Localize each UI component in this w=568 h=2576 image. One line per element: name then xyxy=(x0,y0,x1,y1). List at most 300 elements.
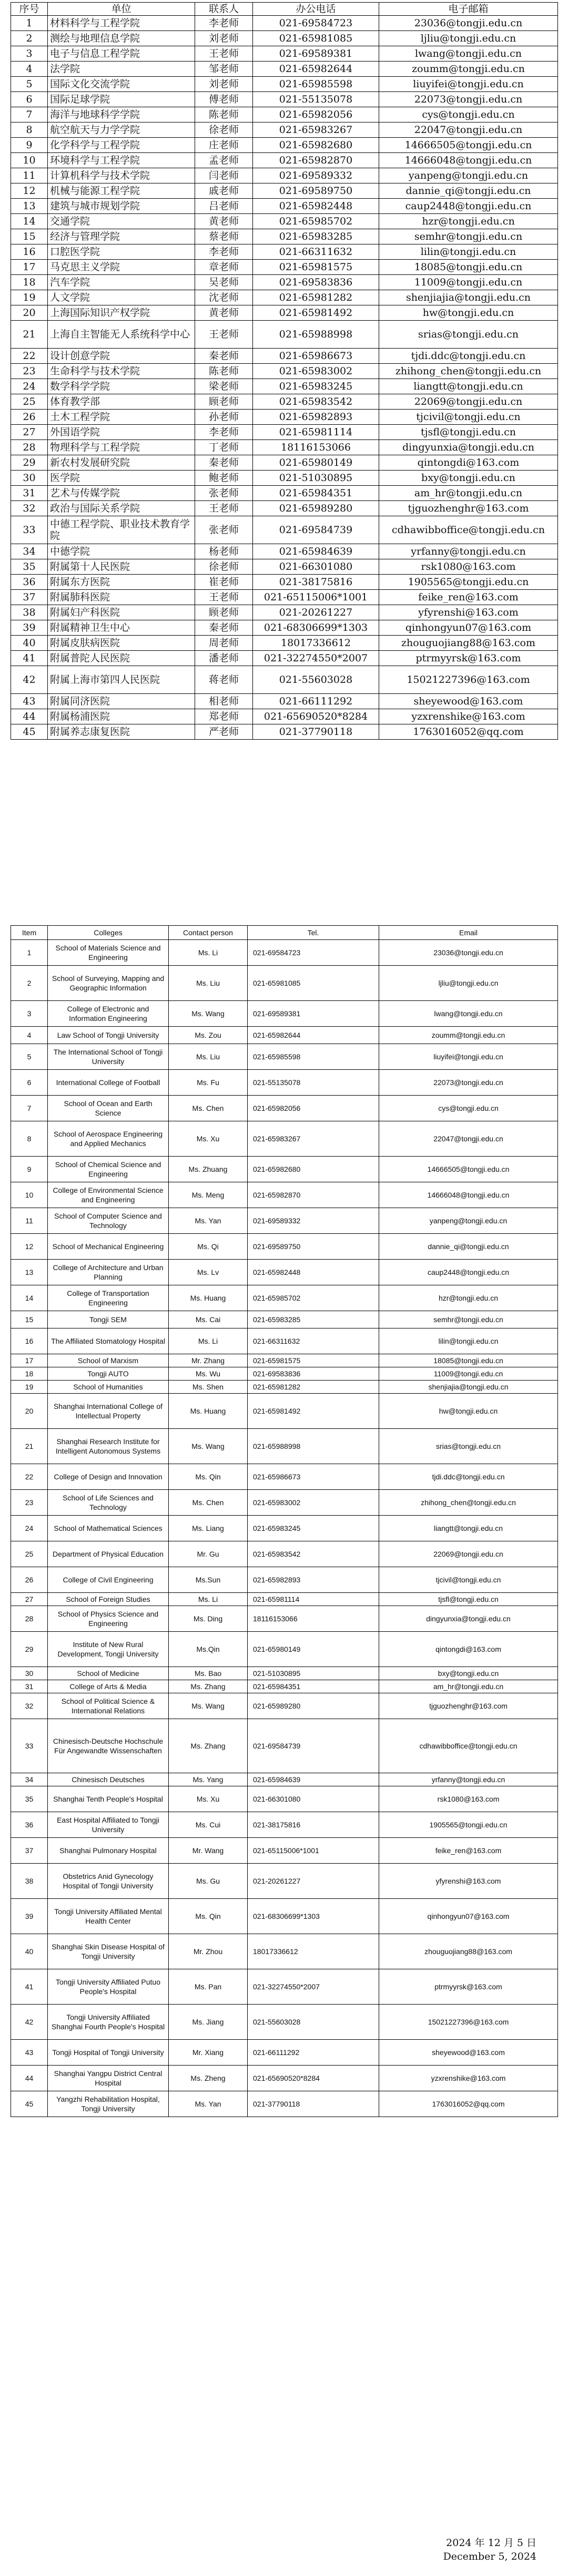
cn-cell-email: feike_ren@163.com xyxy=(379,590,558,605)
en-cell-item: 15 xyxy=(11,1311,48,1328)
en-cell-college: School of Materials Science and Engineering xyxy=(48,940,169,966)
cn-cell-index: 38 xyxy=(11,605,48,620)
cn-cell-index: 1 xyxy=(11,16,48,31)
en-cell-college: School of Physics Science and Engineering xyxy=(48,1606,169,1632)
cn-cell-unit: 医学院 xyxy=(48,471,195,486)
cn-cell-phone: 021-65982056 xyxy=(253,107,379,122)
cn-cell-contact: 鲍老师 xyxy=(195,471,253,486)
en-cell-contact: Mr. Xiang xyxy=(169,2040,248,2066)
cn-table-row xyxy=(11,244,558,260)
en-cell-item: 41 xyxy=(11,1969,48,2005)
cn-cell-unit: 中德学院 xyxy=(48,544,195,559)
cn-cell-index: 20 xyxy=(11,305,48,321)
en-cell-contact: Ms. Xu xyxy=(169,1786,248,1812)
cn-table-row xyxy=(11,440,558,455)
en-cell-item: 38 xyxy=(11,1864,48,1899)
en-cell-email: tjdi.ddc@tongji.edu.cn xyxy=(379,1464,558,1490)
cn-cell-phone: 021-66111292 xyxy=(253,694,379,709)
cn-cell-email: dingyunxia@tongji.edu.cn xyxy=(379,440,558,455)
cn-cell-contact: 吴老师 xyxy=(195,275,253,290)
cn-cell-email: rsk1080@163.com xyxy=(379,559,558,575)
cn-cell-contact: 徐老师 xyxy=(195,559,253,575)
cn-table-row xyxy=(11,31,558,46)
cn-cell-unit: 附属第十人民医院 xyxy=(48,559,195,575)
cn-cell-phone: 021-32274550*2007 xyxy=(253,651,379,666)
cn-cell-phone: 021-65983002 xyxy=(253,364,379,379)
en-cell-item: 27 xyxy=(11,1593,48,1606)
cn-cell-unit: 国际足球学院 xyxy=(48,92,195,107)
en-cell-email: 22069@tongji.edu.cn xyxy=(379,1541,558,1567)
en-cell-email: dannie_qi@tongji.edu.cn xyxy=(379,1234,558,1260)
cn-cell-phone: 021-69589381 xyxy=(253,46,379,62)
cn-cell-contact: 潘老师 xyxy=(195,651,253,666)
en-cell-contact: Ms. Wu xyxy=(169,1367,248,1381)
cn-cell-index: 33 xyxy=(11,516,48,544)
cn-cell-phone: 021-65988998 xyxy=(253,321,379,349)
cn-table-row xyxy=(11,501,558,516)
cn-cell-phone: 021-69583836 xyxy=(253,275,379,290)
cn-cell-email: 23036@tongji.edu.cn xyxy=(379,16,558,31)
cn-cell-unit: 计算机科学与技术学院 xyxy=(48,168,195,183)
cn-cell-email: caup2448@tongji.edu.cn xyxy=(379,199,558,214)
en-cell-email: sheyewood@163.com xyxy=(379,2040,558,2066)
cn-cell-email: yanpeng@tongji.edu.cn xyxy=(379,168,558,183)
en-cell-email: ptrmyyrsk@163.com xyxy=(379,1969,558,2005)
en-table-row xyxy=(11,1593,558,1606)
cn-cell-email: yfyrenshi@163.com xyxy=(379,605,558,620)
en-cell-tel: 021-65981575 xyxy=(248,1354,379,1367)
cn-cell-index: 28 xyxy=(11,440,48,455)
cn-cell-contact: 黄老师 xyxy=(195,214,253,229)
en-cell-tel: 021-69583836 xyxy=(248,1367,379,1381)
en-table-row xyxy=(11,1667,558,1680)
en-cell-college: Tongji Hospital of Tongji University xyxy=(48,2040,169,2066)
cn-table-row xyxy=(11,260,558,275)
en-cell-email: liuyifei@tongji.edu.cn xyxy=(379,1044,558,1070)
cn-cell-email: lilin@tongji.edu.cn xyxy=(379,244,558,260)
en-cell-contact: Ms. Li xyxy=(169,940,248,966)
cn-cell-unit: 附属杨浦医院 xyxy=(48,709,195,724)
cn-cell-unit: 电子与信息工程学院 xyxy=(48,46,195,62)
en-cell-contact: Ms. Wang xyxy=(169,1693,248,1719)
cn-cell-email: 1763016052@qq.com xyxy=(379,724,558,740)
en-cell-contact: Ms. Fu xyxy=(169,1070,248,1096)
cn-cell-index: 23 xyxy=(11,364,48,379)
en-cell-item: 21 xyxy=(11,1429,48,1464)
en-cell-contact: Ms. Jiang xyxy=(169,2005,248,2040)
cn-cell-email: zhihong_chen@tongji.edu.cn xyxy=(379,364,558,379)
en-cell-tel: 18017336612 xyxy=(248,1934,379,1969)
cn-cell-phone: 021-55135078 xyxy=(253,92,379,107)
en-contact-table xyxy=(11,925,558,2117)
en-cell-email: zhihong_chen@tongji.edu.cn xyxy=(379,1490,558,1516)
en-cell-college: Tongji University Affiliated Shanghai Fourth People's Hospital xyxy=(48,2005,169,2040)
cn-cell-contact: 周老师 xyxy=(195,636,253,651)
en-cell-college: Obstetrics Anid Gynecology Hospital of Tongji University xyxy=(48,1864,169,1899)
cn-cell-contact: 刘老师 xyxy=(195,77,253,92)
cn-cell-email: liangtt@tongji.edu.cn xyxy=(379,379,558,394)
en-table-row xyxy=(11,1001,558,1027)
cn-cell-contact: 孙老师 xyxy=(195,410,253,425)
cn-cell-contact: 王老师 xyxy=(195,46,253,62)
cn-cell-unit: 汽车学院 xyxy=(48,275,195,290)
en-header-item: Item xyxy=(11,926,48,940)
en-cell-tel: 021-32274550*2007 xyxy=(248,1969,379,2005)
cn-cell-phone: 021-65983542 xyxy=(253,394,379,410)
en-cell-college: Law School of Tongji University xyxy=(48,1027,169,1044)
cn-cell-unit: 体育教学部 xyxy=(48,394,195,410)
en-cell-email: zoumm@tongji.edu.cn xyxy=(379,1027,558,1044)
en-cell-tel: 021-65983245 xyxy=(248,1516,379,1541)
en-cell-item: 29 xyxy=(11,1632,48,1667)
cn-cell-email: 22069@tongji.edu.cn xyxy=(379,394,558,410)
en-cell-tel: 021-65981282 xyxy=(248,1381,379,1394)
en-cell-tel: 021-55603028 xyxy=(248,2005,379,2040)
cn-cell-phone: 021-65982870 xyxy=(253,153,379,168)
cn-table-row xyxy=(11,16,558,31)
footer-date-zh: 2024 年 12 月 5 日 xyxy=(446,2537,536,2549)
en-cell-contact: Ms. Chen xyxy=(169,1096,248,1121)
cn-cell-unit: 中德工程学院、职业技术教育学院 xyxy=(48,516,195,544)
cn-table-row xyxy=(11,290,558,305)
cn-cell-index: 8 xyxy=(11,122,48,138)
cn-cell-email: hzr@tongji.edu.cn xyxy=(379,214,558,229)
cn-cell-phone: 021-69589750 xyxy=(253,183,379,199)
en-cell-tel: 021-65982644 xyxy=(248,1027,379,1044)
cn-cell-phone: 021-65982448 xyxy=(253,199,379,214)
cn-table-row xyxy=(11,349,558,364)
cn-cell-email: cys@tongji.edu.cn xyxy=(379,107,558,122)
en-cell-email: hw@tongji.edu.cn xyxy=(379,1394,558,1429)
en-cell-college: International College of Football xyxy=(48,1070,169,1096)
en-cell-tel: 021-65980149 xyxy=(248,1632,379,1667)
en-cell-college: Shanghai Yangpu District Central Hospital xyxy=(48,2066,169,2091)
cn-cell-contact: 庄老师 xyxy=(195,138,253,153)
en-cell-college: College of Electronic and Information Engineering xyxy=(48,1001,169,1027)
en-table-row xyxy=(11,1157,558,1182)
en-cell-item: 37 xyxy=(11,1838,48,1864)
cn-cell-phone: 021-65982644 xyxy=(253,62,379,77)
en-cell-tel: 021-69589750 xyxy=(248,1234,379,1260)
en-cell-college: Chinesisch-Deutsche Hochschule Für Angewandte Wissenschaften xyxy=(48,1719,169,1773)
cn-table-row xyxy=(11,229,558,244)
en-cell-email: 11009@tongji.edu.cn xyxy=(379,1367,558,1381)
en-cell-college: College of Design and Innovation xyxy=(48,1464,169,1490)
en-cell-contact: Ms. Liang xyxy=(169,1516,248,1541)
en-cell-tel: 021-38175816 xyxy=(248,1812,379,1838)
cn-table-row xyxy=(11,364,558,379)
en-cell-item: 3 xyxy=(11,1001,48,1027)
en-cell-contact: Ms. Pan xyxy=(169,1969,248,2005)
cn-header-contact: 联系人 xyxy=(195,3,253,16)
en-cell-contact: Ms.Qin xyxy=(169,1632,248,1667)
en-table-row xyxy=(11,1260,558,1285)
cn-cell-contact: 王老师 xyxy=(195,501,253,516)
en-cell-email: yfyrenshi@163.com xyxy=(379,1864,558,1899)
cn-cell-unit: 交通学院 xyxy=(48,214,195,229)
en-cell-item: 10 xyxy=(11,1182,48,1208)
cn-cell-unit: 人文学院 xyxy=(48,290,195,305)
en-cell-contact: Ms. Zhang xyxy=(169,1719,248,1773)
cn-table-row xyxy=(11,122,558,138)
en-table-row xyxy=(11,1381,558,1394)
cn-cell-phone: 021-65985598 xyxy=(253,77,379,92)
cn-cell-unit: 建筑与城市规划学院 xyxy=(48,199,195,214)
en-cell-tel: 021-65982870 xyxy=(248,1182,379,1208)
en-cell-tel: 021-69584739 xyxy=(248,1719,379,1773)
en-cell-contact: Ms. Liu xyxy=(169,1044,248,1070)
cn-header-row xyxy=(11,3,558,16)
cn-cell-unit: 附属皮肤病医院 xyxy=(48,636,195,651)
cn-cell-email: zoumm@tongji.edu.cn xyxy=(379,62,558,77)
en-header-contact: Contact person xyxy=(169,926,248,940)
en-cell-tel: 021-65982680 xyxy=(248,1157,379,1182)
en-cell-tel: 021-65985702 xyxy=(248,1285,379,1311)
cn-cell-email: zhouguojiang88@163.com xyxy=(379,636,558,651)
cn-cell-unit: 物理科学与工程学院 xyxy=(48,440,195,455)
cn-cell-index: 16 xyxy=(11,244,48,260)
cn-cell-contact: 邹老师 xyxy=(195,62,253,77)
cn-cell-index: 9 xyxy=(11,138,48,153)
cn-cell-unit: 土木工程学院 xyxy=(48,410,195,425)
cn-table-row xyxy=(11,77,558,92)
cn-cell-phone: 18116153066 xyxy=(253,440,379,455)
en-cell-tel: 021-65981492 xyxy=(248,1394,379,1429)
en-table-row xyxy=(11,1632,558,1667)
cn-cell-index: 19 xyxy=(11,290,48,305)
cn-cell-unit: 材料科学与工程学院 xyxy=(48,16,195,31)
cn-cell-unit: 附属肺科医院 xyxy=(48,590,195,605)
cn-table-row xyxy=(11,275,558,290)
cn-cell-phone: 021-65981492 xyxy=(253,305,379,321)
en-cell-college: Tongji University Affiliated Mental Health Center xyxy=(48,1899,169,1934)
en-cell-contact: Mr. Gu xyxy=(169,1541,248,1567)
en-cell-college: School of Mathematical Sciences xyxy=(48,1516,169,1541)
cn-cell-contact: 崔老师 xyxy=(195,575,253,590)
cn-cell-contact: 梁老师 xyxy=(195,379,253,394)
en-table-row xyxy=(11,1786,558,1812)
cn-header-email: 电子邮箱 xyxy=(379,3,558,16)
en-cell-email: rsk1080@163.com xyxy=(379,1786,558,1812)
cn-cell-index: 17 xyxy=(11,260,48,275)
cn-cell-phone: 021-37790118 xyxy=(253,724,379,740)
cn-cell-email: liuyifei@tongji.edu.cn xyxy=(379,77,558,92)
en-cell-email: 14666505@tongji.edu.cn xyxy=(379,1157,558,1182)
cn-cell-phone: 021-65989280 xyxy=(253,501,379,516)
cn-cell-contact: 王老师 xyxy=(195,321,253,349)
cn-cell-unit: 上海国际知识产权学院 xyxy=(48,305,195,321)
cn-cell-phone: 021-65981085 xyxy=(253,31,379,46)
en-cell-tel: 021-55135078 xyxy=(248,1070,379,1096)
en-cell-email: 14666048@tongji.edu.cn xyxy=(379,1182,558,1208)
en-cell-tel: 021-69589332 xyxy=(248,1208,379,1234)
en-cell-tel: 021-66111292 xyxy=(248,2040,379,2066)
cn-cell-phone: 021-65980149 xyxy=(253,455,379,471)
en-table-row xyxy=(11,1394,558,1429)
cn-cell-email: ljliu@tongji.edu.cn xyxy=(379,31,558,46)
cn-table-row xyxy=(11,605,558,620)
cn-cell-index: 32 xyxy=(11,501,48,516)
en-cell-contact: Ms. Li xyxy=(169,1328,248,1354)
en-cell-tel: 021-69584723 xyxy=(248,940,379,966)
cn-cell-index: 5 xyxy=(11,77,48,92)
cn-table-row xyxy=(11,183,558,199)
en-table-row xyxy=(11,1606,558,1632)
cn-cell-unit: 航空航天与力学学院 xyxy=(48,122,195,138)
cn-cell-email: tjsfl@tongji.edu.cn xyxy=(379,425,558,440)
en-cell-tel: 021-65984351 xyxy=(248,1680,379,1693)
cn-cell-phone: 021-65985702 xyxy=(253,214,379,229)
cn-cell-email: srias@tongji.edu.cn xyxy=(379,321,558,349)
en-cell-college: East Hospital Affiliated to Tongji University xyxy=(48,1812,169,1838)
en-cell-tel: 021-66311632 xyxy=(248,1328,379,1354)
cn-cell-index: 27 xyxy=(11,425,48,440)
cn-table-row xyxy=(11,620,558,636)
cn-cell-unit: 附属上海市第四人民医院 xyxy=(48,666,195,694)
cn-header-unit: 单位 xyxy=(48,3,195,16)
en-cell-email: hzr@tongji.edu.cn xyxy=(379,1285,558,1311)
cn-table-row xyxy=(11,153,558,168)
en-cell-tel: 021-65982893 xyxy=(248,1567,379,1593)
cn-cell-phone: 021-66301080 xyxy=(253,559,379,575)
en-cell-contact: Ms. Lv xyxy=(169,1260,248,1285)
en-cell-contact: Ms. Qin xyxy=(169,1464,248,1490)
en-cell-contact: Ms. Cui xyxy=(169,1812,248,1838)
en-cell-tel: 18116153066 xyxy=(248,1606,379,1632)
en-cell-college: School of Surveying, Mapping and Geographic Information xyxy=(48,966,169,1001)
en-cell-tel: 021-65984639 xyxy=(248,1773,379,1786)
cn-cell-unit: 外国语学院 xyxy=(48,425,195,440)
en-table-row xyxy=(11,1027,558,1044)
en-table-row xyxy=(11,1719,558,1773)
cn-cell-index: 45 xyxy=(11,724,48,740)
cn-cell-email: hw@tongji.edu.cn xyxy=(379,305,558,321)
en-cell-item: 44 xyxy=(11,2066,48,2091)
cn-table-row xyxy=(11,724,558,740)
en-cell-tel: 021-65690520*8284 xyxy=(248,2066,379,2091)
cn-cell-unit: 国际文化交流学院 xyxy=(48,77,195,92)
cn-cell-unit: 测绘与地理信息学院 xyxy=(48,31,195,46)
en-cell-item: 7 xyxy=(11,1096,48,1121)
en-cell-email: liangtt@tongji.edu.cn xyxy=(379,1516,558,1541)
en-cell-tel: 021-65115006*1001 xyxy=(248,1838,379,1864)
en-cell-email: dingyunxia@tongji.edu.cn xyxy=(379,1606,558,1632)
en-cell-item: 43 xyxy=(11,2040,48,2066)
en-cell-item: 19 xyxy=(11,1381,48,1394)
en-table-row xyxy=(11,1234,558,1260)
en-table-row xyxy=(11,1096,558,1121)
cn-cell-email: ptrmyyrsk@163.com xyxy=(379,651,558,666)
en-cell-email: 1763016052@qq.com xyxy=(379,2091,558,2117)
footer-date-en: December 5, 2024 xyxy=(443,2551,536,2562)
en-cell-email: cdhawibboffice@tongji.edu.cn xyxy=(379,1719,558,1773)
en-cell-item: 11 xyxy=(11,1208,48,1234)
en-cell-tel: 021-37790118 xyxy=(248,2091,379,2117)
cn-table-row xyxy=(11,471,558,486)
en-cell-item: 1 xyxy=(11,940,48,966)
en-table-row xyxy=(11,1121,558,1157)
cn-cell-contact: 沈老师 xyxy=(195,290,253,305)
en-table-row xyxy=(11,940,558,966)
cn-cell-index: 39 xyxy=(11,620,48,636)
cn-table-row xyxy=(11,425,558,440)
en-cell-college: School of Life Sciences and Technology xyxy=(48,1490,169,1516)
en-cell-contact: Ms. Yang xyxy=(169,1773,248,1786)
cn-cell-contact: 吕老师 xyxy=(195,199,253,214)
cn-cell-contact: 秦老师 xyxy=(195,455,253,471)
cn-table-row xyxy=(11,694,558,709)
cn-header-phone: 办公电话 xyxy=(253,3,379,16)
en-cell-college: The Affiliated Stomatology Hospital xyxy=(48,1328,169,1354)
cn-cell-phone: 021-65981114 xyxy=(253,425,379,440)
en-cell-college: School of Foreign Studies xyxy=(48,1593,169,1606)
cn-table-row xyxy=(11,636,558,651)
cn-cell-unit: 政治与国际关系学院 xyxy=(48,501,195,516)
cn-cell-index: 26 xyxy=(11,410,48,425)
cn-cell-unit: 附属妇产科医院 xyxy=(48,605,195,620)
en-table-row xyxy=(11,1934,558,1969)
en-cell-item: 16 xyxy=(11,1328,48,1354)
en-cell-contact: Ms. Li xyxy=(169,1593,248,1606)
en-cell-email: tjsfl@tongji.edu.cn xyxy=(379,1593,558,1606)
cn-cell-contact: 陈老师 xyxy=(195,107,253,122)
en-cell-email: caup2448@tongji.edu.cn xyxy=(379,1260,558,1285)
cn-table-row xyxy=(11,559,558,575)
cn-table-row xyxy=(11,92,558,107)
cn-contact-table xyxy=(11,2,558,740)
en-table-row xyxy=(11,1208,558,1234)
cn-cell-phone: 021-55603028 xyxy=(253,666,379,694)
en-cell-tel: 021-66301080 xyxy=(248,1786,379,1812)
cn-table-row xyxy=(11,321,558,349)
en-cell-item: 17 xyxy=(11,1354,48,1367)
en-table-row xyxy=(11,1464,558,1490)
en-cell-contact: Ms. Qin xyxy=(169,1899,248,1934)
cn-cell-unit: 新农村发展研究院 xyxy=(48,455,195,471)
en-table-row xyxy=(11,1182,558,1208)
cn-cell-phone: 021-65982680 xyxy=(253,138,379,153)
cn-cell-phone: 021-69584739 xyxy=(253,516,379,544)
cn-cell-phone: 021-65983267 xyxy=(253,122,379,138)
cn-cell-contact: 顾老师 xyxy=(195,605,253,620)
en-cell-email: qintongdi@163.com xyxy=(379,1632,558,1667)
cn-cell-email: sheyewood@163.com xyxy=(379,694,558,709)
en-table-row xyxy=(11,1328,558,1354)
en-cell-tel: 021-65982056 xyxy=(248,1096,379,1121)
en-cell-college: Institute of New Rural Development, Tongji University xyxy=(48,1632,169,1667)
cn-cell-contact: 黄老师 xyxy=(195,305,253,321)
cn-cell-unit: 附属同济医院 xyxy=(48,694,195,709)
cn-cell-contact: 丁老师 xyxy=(195,440,253,455)
cn-cell-email: dannie_qi@tongji.edu.cn xyxy=(379,183,558,199)
cn-header-index: 序号 xyxy=(11,3,48,16)
en-table-row xyxy=(11,1541,558,1567)
cn-cell-index: 34 xyxy=(11,544,48,559)
en-cell-item: 24 xyxy=(11,1516,48,1541)
en-cell-email: semhr@tongji.edu.cn xyxy=(379,1311,558,1328)
cn-cell-contact: 李老师 xyxy=(195,16,253,31)
cn-cell-email: 1905565@tongji.edu.cn xyxy=(379,575,558,590)
en-cell-tel: 021-65988998 xyxy=(248,1429,379,1464)
cn-cell-phone: 021-66311632 xyxy=(253,244,379,260)
cn-table-row xyxy=(11,666,558,694)
en-cell-item: 9 xyxy=(11,1157,48,1182)
cn-table-row xyxy=(11,379,558,394)
en-cell-item: 6 xyxy=(11,1070,48,1096)
en-cell-college: Tongji University Affiliated Putuo People's Hospital xyxy=(48,1969,169,2005)
en-cell-contact: Ms. Shen xyxy=(169,1381,248,1394)
cn-cell-contact: 蒋老师 xyxy=(195,666,253,694)
